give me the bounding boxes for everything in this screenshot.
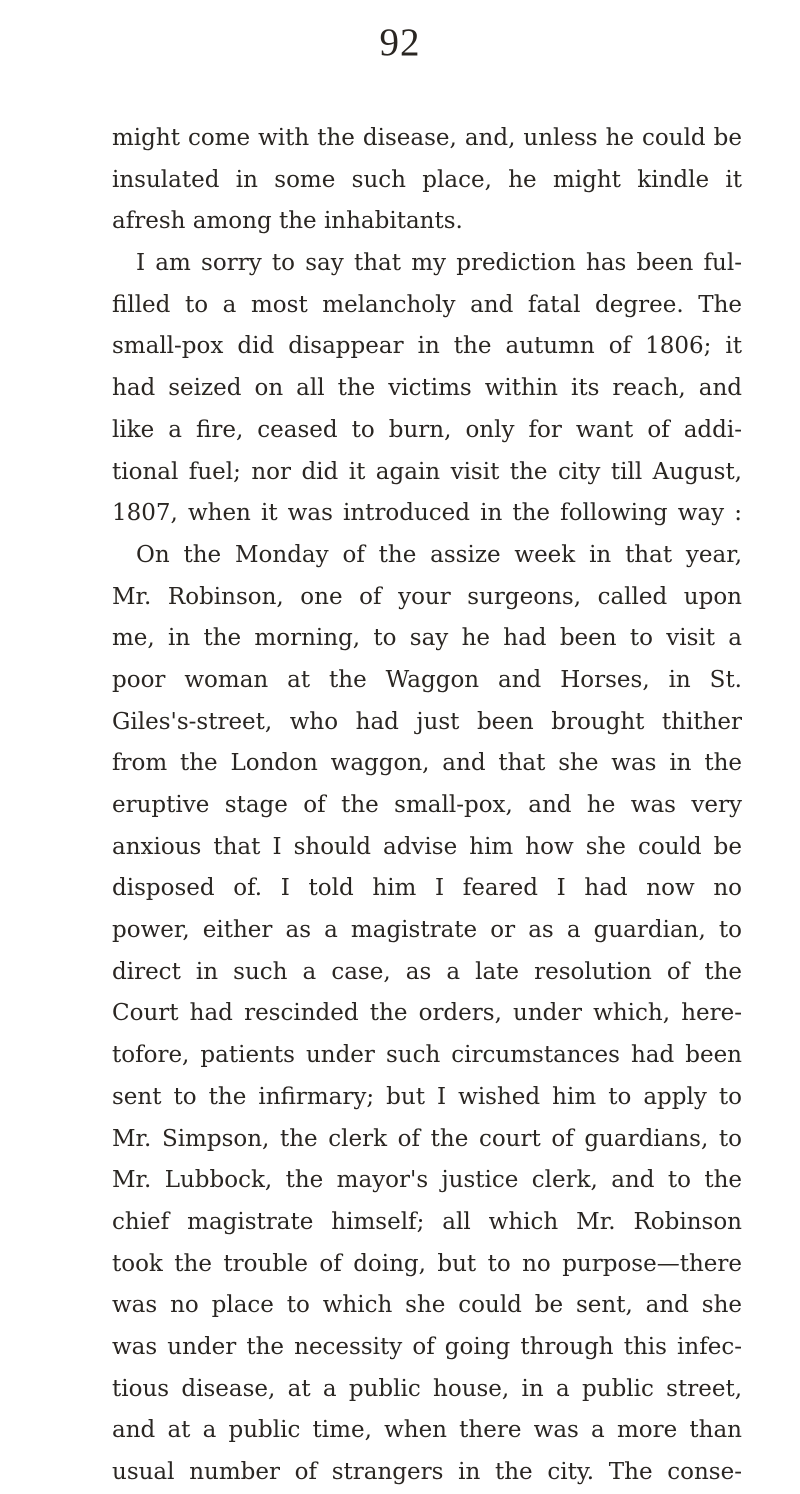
text-line: usual number of strangers in the city. The conse- <box>112 1459 742 1485</box>
text-line: small-pox did disappear in the autumn of 1806; it <box>112 333 742 360</box>
text-line: sent to the infirmary; but I wished him to apply to <box>112 1083 742 1110</box>
text-line: tional fuel; nor did it again visit the city till August, <box>112 458 742 485</box>
text-line: insulated in some such place, he might kindle it <box>112 166 742 193</box>
text-line: took the trouble of doing, but to no purpose—there <box>112 1250 742 1277</box>
text-line: Mr. Robinson, one of your surgeons, called upon <box>112 583 742 610</box>
text-line: Mr. Simpson, the clerk of the court of guardians, to <box>112 1125 742 1152</box>
text-line: tious disease, at a public house, in a public street, <box>112 1375 742 1402</box>
text-line: like a fire, ceased to burn, only for want of addi- <box>112 416 742 443</box>
text-line: filled to a most melancholy and fatal degree. The <box>112 291 742 318</box>
page-number: 92 <box>379 21 421 64</box>
text-line: had seized on all the victims within its reach, and <box>112 375 742 402</box>
text-line: On the Monday of the assize week in that year, <box>136 541 742 568</box>
text-line: was under the necessity of going through this infec- <box>112 1333 742 1360</box>
text-line: anxious that I should advise him how she could be <box>112 833 742 860</box>
text-line: direct in such a case, as a late resolution of the <box>112 958 742 985</box>
text-line: was no place to which she could be sent, and she <box>112 1292 742 1319</box>
text-line: 1807, when it was introduced in the following way : <box>112 500 742 527</box>
text-line: eruptive stage of the small-pox, and he was very <box>112 792 742 818</box>
text-line: and at a public time, when there was a more than <box>112 1417 742 1444</box>
text-line: might come with the disease, and, unless he could be <box>112 125 742 151</box>
text-line: Mr. Lubbock, the mayor's justice clerk, and to the <box>112 1167 742 1194</box>
text-line: tofore, patients under such circumstances had been <box>112 1042 742 1069</box>
text-line: poor woman at the Waggon and Horses, in St. <box>112 666 742 693</box>
text-line: disposed of. I told him I feared I had now no <box>112 875 742 902</box>
body-text <box>112 118 742 1494</box>
text-line: me, in the morning, to say he had been to visit a <box>112 625 742 652</box>
text-line: power, either as a magistrate or as a guardian, to <box>112 917 742 944</box>
text-line: chief magistrate himself; all which Mr. Robinson <box>112 1208 742 1235</box>
text-line: from the London waggon, and that she was in the <box>112 750 742 777</box>
text-line: I am sorry to say that my prediction has been ful- <box>136 250 742 277</box>
text-line: Giles's-street, who had just been brought thither <box>112 708 742 735</box>
text-line: Court had rescinded the orders, under which, here- <box>112 1000 742 1027</box>
text-line: afresh among the inhabitants. <box>112 208 463 235</box>
